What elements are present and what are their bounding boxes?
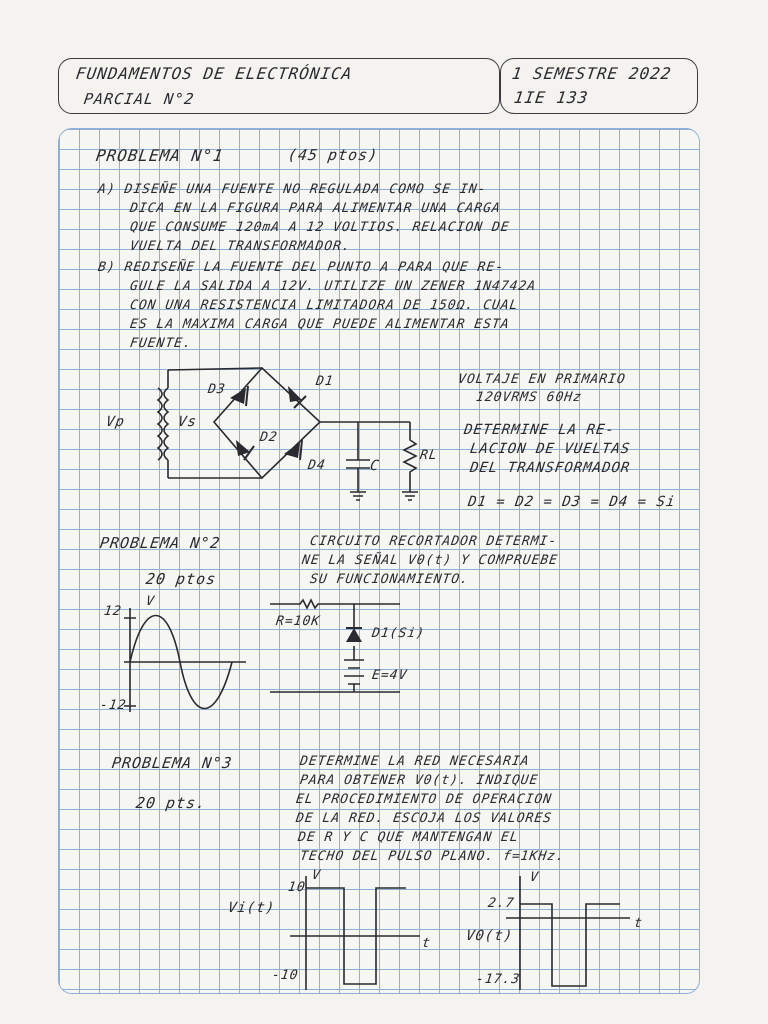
input-axis-v: V xyxy=(310,868,322,883)
problem1-note: DETERMINE LA RE- xyxy=(462,422,616,438)
output-label: V0(t) xyxy=(464,928,515,944)
course-title: FUNDAMENTOS DE ELECTRÓNICA xyxy=(74,64,354,83)
problem1-a-line: VUELTA DEL TRANSFORMADOR. xyxy=(128,239,352,254)
problem3-text-line: EL PROCEDIMIENTO DE OPERACION xyxy=(294,792,554,807)
label-e: E=4V xyxy=(370,668,409,683)
problem2-text-line: NE LA SEÑAL V0(t) Y COMPRUEBE xyxy=(300,553,560,568)
problem2-text-line: CIRCUITO RECORTADOR DETERMI- xyxy=(308,534,559,549)
label-r: R=10K xyxy=(274,614,322,629)
problem1-note: DEL TRANSFORMADOR xyxy=(468,460,632,476)
label-d2: D2 xyxy=(258,430,279,445)
problem2-points: 20 ptos xyxy=(144,570,218,588)
semester-label: 1 SEMESTRE 2022 xyxy=(510,64,673,83)
label-d4: D4 xyxy=(306,458,327,473)
label-c: C xyxy=(368,458,381,474)
problem3-text-line: DETERMINE LA RED NECESARIA xyxy=(298,754,531,769)
problem1-a-line: QUE CONSUME 120mA A 12 VOLTIOS. RELACION DE xyxy=(128,220,511,235)
problem1-b-line: FUENTE. xyxy=(128,336,193,351)
label-d1: D1 xyxy=(314,374,335,389)
output-axis-v: V xyxy=(528,870,540,885)
group-label: 1IE 133 xyxy=(512,88,590,107)
problem1-note: D1 = D2 = D3 = D4 = Si xyxy=(466,494,677,510)
output-bottom: -17.3 xyxy=(474,972,522,987)
label-vp: Vp xyxy=(104,414,126,430)
problem1-note: VOLTAJE EN PRIMARIO xyxy=(456,372,627,387)
exam-title: PARCIAL N°2 xyxy=(82,90,196,108)
problem1-b-line: CON UNA RESISTENCIA LIMITADORA DE 150Ω. CUAL xyxy=(128,298,520,313)
problem3-text-line: PARA OBTENER V0(t). INDIQUE xyxy=(298,773,540,788)
problem1-a-line: A) DISEÑE UNA FUENTE NO REGULADA COMO SE IN- xyxy=(96,182,488,197)
graph-ymax: 12 xyxy=(102,604,123,619)
problem1-b-line: ES LA MAXIMA CARGA QUE PUEDE ALIMENTAR ESTA xyxy=(128,317,511,332)
output-t: t xyxy=(632,916,644,931)
problem1-note: LACION DE VUELTAS xyxy=(468,441,632,457)
problem1-points: (45 ptos) xyxy=(286,146,380,164)
problem3-text-line: TECHO DEL PULSO PLANO. f=1KHz. xyxy=(298,849,566,864)
input-t: t xyxy=(420,936,432,951)
problem2-text-line: SU FUNCIONAMIENTO. xyxy=(308,572,470,587)
graph-axis-v: V xyxy=(144,594,156,609)
problem1-b-line: B) REDISEÑE LA FUENTE DEL PUNTO A PARA QUE RE- xyxy=(96,260,506,275)
problem1-a-line: DICA EN LA FIGURA PARA ALIMENTAR UNA CARGA xyxy=(128,201,502,216)
label-rl: RL xyxy=(418,448,439,463)
problem1-title: PROBLEMA N°1 xyxy=(94,146,225,165)
label-d3: D3 xyxy=(206,382,227,397)
input-bottom: -10 xyxy=(270,968,300,983)
problem2-title: PROBLEMA N°2 xyxy=(98,534,222,552)
graph-ymin: -12 xyxy=(98,698,128,713)
label-d1-si: D1(Si) xyxy=(370,626,427,641)
output-top: 2.7 xyxy=(486,896,516,911)
problem1-b-line: GULE LA SALIDA A 12V. UTILIZE UN ZENER 1N4742A xyxy=(128,279,538,294)
input-label: Vi(t) xyxy=(226,900,277,916)
input-top: 10 xyxy=(286,880,307,895)
problem3-title: PROBLEMA N°3 xyxy=(110,754,234,772)
label-vs: Vs xyxy=(176,414,198,430)
problem3-points: 20 pts. xyxy=(134,794,208,812)
problem3-text-line: DE LA RED. ESCOJA LOS VALORES xyxy=(294,811,554,826)
problem1-note: 120VRMS 60Hz xyxy=(474,390,583,405)
problem3-text-line: DE R Y C QUE MANTENGAN EL xyxy=(296,830,520,845)
